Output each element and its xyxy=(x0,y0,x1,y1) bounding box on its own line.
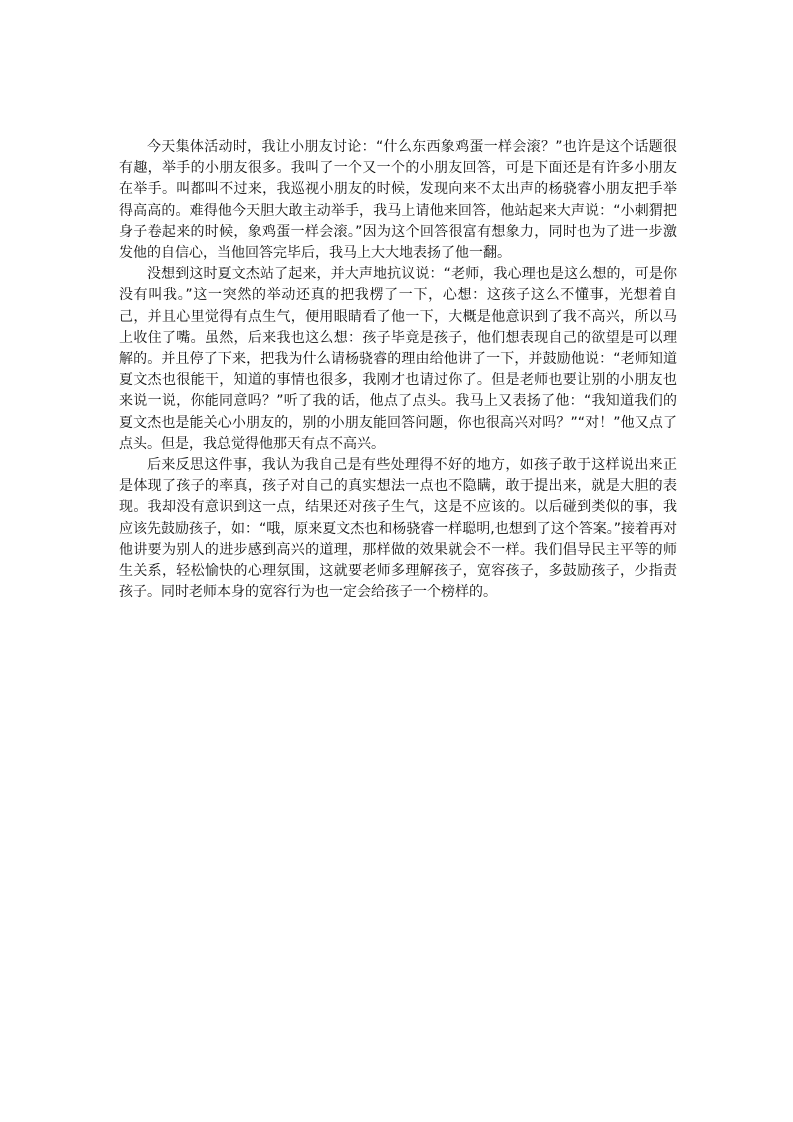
document-body xyxy=(119,137,677,603)
paragraph-1: 今天集体活动时，我让小朋友讨论：“什么东西象鸡蛋一样会滚？”也许是这个话题很有趣，举手的小朋友很多。我叫了一个又一个的小朋友回答，可是下面还是有许多小朋友在举手。叫都叫不过来，我巡视小朋友的时候，发现向来不太出声的杨骁睿小朋友把手举得高高的。难得他今天胆大敢主动举手，我马上请他来回答，他站起来大声说：“小刺猬把身子卷起来的时候，象鸡蛋一样会滚。”因为这个回答很富有想象力，同时也为了进一步激发他的自信心，当他回答完毕后，我马上大大地表扬了他一翻。 xyxy=(119,139,677,262)
paragraph-3: 后来反思这件事，我认为我自己是有些处理得不好的地方，如孩子敢于这样说出来正是体现了孩子的率真，孩子对自己的真实想法一点也不隐瞒，敢于提出来，就是大胆的表现。我却没有意识到这一点，结果还对孩子生气，这是不应该的。以后碰到类似的事，我应该先鼓励孩子，如：“哦，原来夏文杰也和杨骁睿一样聪明,也想到了这个答案。”接着再对他讲要为别人的进步感到高兴的道理，那样做的效果就会不一样。我们倡导民主平等的师生关系，轻松愉快的心理氛围，这就要老师多理解孩子，宽容孩子，多鼓励孩子，少指责孩子。同时老师本身的宽容行为也一定会给孩子一个榜样的。 xyxy=(119,457,677,601)
paragraph-2: 没想到这时夏文杰站了起来，并大声地抗议说：“老师，我心理也是这么想的，可是你没有叫我。”这一突然的举动还真的把我楞了一下，心想：这孩子这么不懂事，光想着自己，并且心里觉得有点生气，便用眼睛看了他一下，大概是他意识到了我不高兴，所以马上收住了嘴。虽然，后来我也这么想：孩子毕竟是孩子，他们想表现自己的欲望是可以理解的。并且停了下来，把我为什么请杨骁睿的理由给他讲了一下，并鼓励他说：“老师知道夏文杰也很能干，知道的事情也很多，我刚才也请过你了。但是老师也要让别的小朋友也来说一说，你能同意吗？”听了我的话，他点了点头。我马上又表扬了他：“我知道我们的夏文杰也是能关心小朋友的，别的小朋友能回答问题，你也很高兴对吗？”“对！”他又点了点头。但是，我总觉得他那天有点不高兴。 xyxy=(119,266,677,452)
